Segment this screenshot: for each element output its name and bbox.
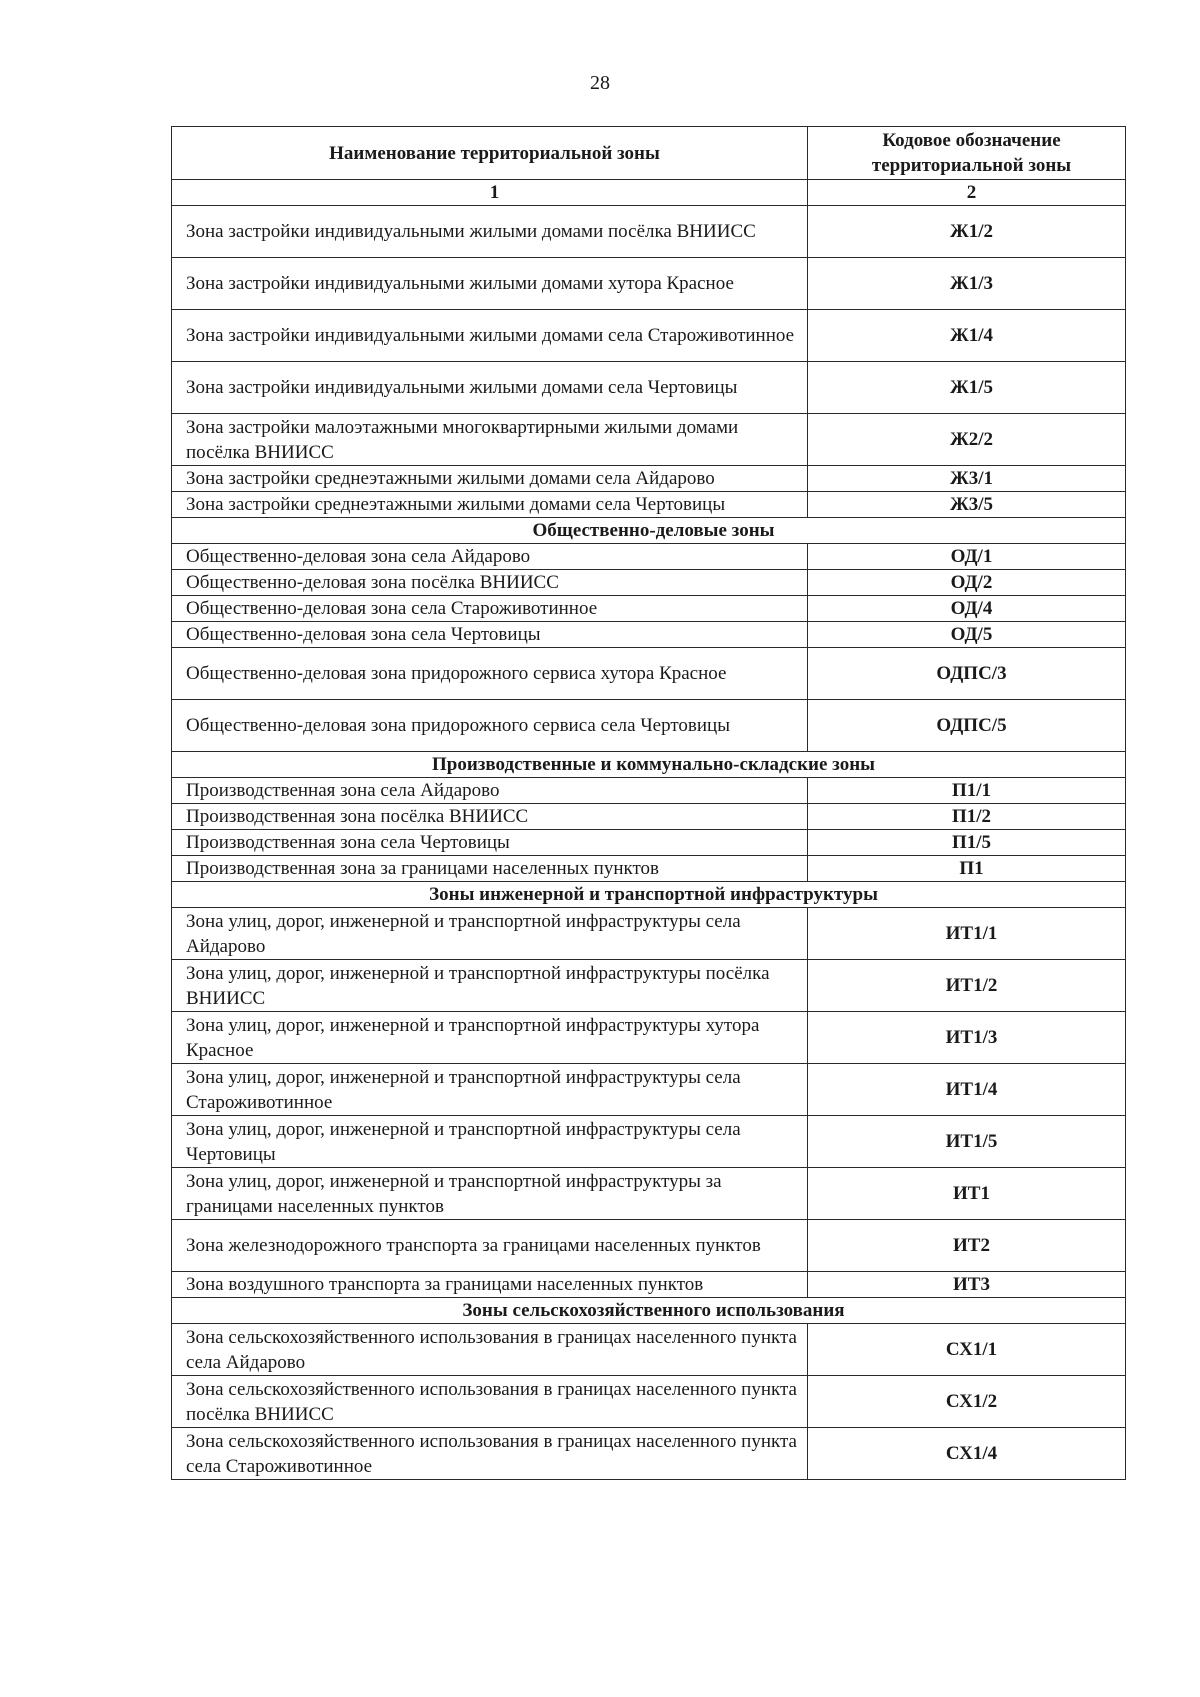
zone-code: ИТ2 (808, 1220, 1126, 1272)
zone-code: СХ1/4 (808, 1428, 1126, 1480)
table-row (172, 1324, 1126, 1376)
table-row (172, 1272, 1126, 1298)
table-row (172, 908, 1126, 960)
zone-name: Зона застройки среднеэтажными жилыми домами села Чертовицы (172, 492, 808, 518)
zone-code: ИТ1 (808, 1168, 1126, 1220)
zone-name: Общественно-деловая зона села Чертовицы (172, 622, 808, 648)
section-row (172, 752, 1126, 778)
table-row (172, 544, 1126, 570)
zone-code: ИТ3 (808, 1272, 1126, 1298)
table-row (172, 1220, 1126, 1272)
zone-name: Зона застройки индивидуальными жилыми домами хутора Красное (172, 258, 808, 310)
zone-name: Зона улиц, дорог, инженерной и транспортной инфраструктуры села Айдарово (172, 908, 808, 960)
zone-name: Зона застройки индивидуальными жилыми домами посёлка ВНИИСС (172, 206, 808, 258)
zone-code: Ж3/1 (808, 466, 1126, 492)
zone-code: Ж3/5 (808, 492, 1126, 518)
section-row (172, 882, 1126, 908)
table-row (172, 700, 1126, 752)
zone-code: ИТ1/3 (808, 1012, 1126, 1064)
zone-name: Зона улиц, дорог, инженерной и транспортной инфраструктуры посёлка ВНИИСС (172, 960, 808, 1012)
zone-name: Производственная зона села Чертовицы (172, 830, 808, 856)
zone-code: Ж1/4 (808, 310, 1126, 362)
zone-code: ОД/5 (808, 622, 1126, 648)
header-zone-code-line2: территориальной зоны (871, 155, 1072, 176)
zone-name: Зона улиц, дорог, инженерной и транспортной инфраструктуры хутора Красное (172, 1012, 808, 1064)
zone-name: Зона улиц, дорог, инженерной и транспортной инфраструктуры села Староживотинное (172, 1064, 808, 1116)
zone-code: ОД/4 (808, 596, 1126, 622)
zone-name: Зона улиц, дорог, инженерной и транспортной инфраструктуры за границами населенных пунктов (172, 1168, 808, 1220)
zone-name: Общественно-деловая зона посёлка ВНИИСС (172, 570, 808, 596)
zone-code: П1 (808, 856, 1126, 882)
section-row (172, 518, 1126, 544)
zone-code: ОДПС/5 (808, 700, 1126, 752)
zone-code: Ж1/2 (808, 206, 1126, 258)
column-numbering-row (172, 180, 1126, 206)
table-row (172, 1376, 1126, 1428)
zone-code: П1/1 (808, 778, 1126, 804)
zone-code: ИТ1/4 (808, 1064, 1126, 1116)
section-title: Зоны инженерной и транспортной инфраструктуры (172, 882, 1126, 908)
zone-code: ИТ1/2 (808, 960, 1126, 1012)
zone-code: ОД/2 (808, 570, 1126, 596)
table-row (172, 1116, 1126, 1168)
table-row (172, 1012, 1126, 1064)
zone-name: Общественно-деловая зона придорожного сервиса хутора Красное (172, 648, 808, 700)
table-row (172, 1428, 1126, 1480)
zone-code: ОДПС/3 (808, 648, 1126, 700)
zone-name: Зона воздушного транспорта за границами населенных пунктов (172, 1272, 808, 1298)
zone-name: Общественно-деловая зона села Айдарово (172, 544, 808, 570)
table-row (172, 492, 1126, 518)
header-zone-name: Наименование территориальной зоны (172, 127, 808, 180)
zone-name: Зона сельскохозяйственного использования в границах населенного пункта посёлка ВНИИСС (172, 1376, 808, 1428)
table-row (172, 1168, 1126, 1220)
table-row (172, 310, 1126, 362)
header-zone-code-line1: Кодовое обозначение (882, 130, 1061, 151)
table-row (172, 778, 1126, 804)
column-number-1: 1 (172, 180, 808, 206)
table-row (172, 206, 1126, 258)
zone-name: Зона сельскохозяйственного использования в границах населенного пункта села Староживотинное (172, 1428, 808, 1480)
zone-code: ИТ1/5 (808, 1116, 1126, 1168)
column-number-2: 2 (808, 180, 1126, 206)
zone-name: Зона сельскохозяйственного использования в границах населенного пункта села Айдарово (172, 1324, 808, 1376)
zone-name: Общественно-деловая зона придорожного сервиса села Чертовицы (172, 700, 808, 752)
table-row (172, 414, 1126, 466)
zone-code: СХ1/1 (808, 1324, 1126, 1376)
table-row (172, 856, 1126, 882)
zone-name: Производственная зона села Айдарово (172, 778, 808, 804)
zone-name: Зона застройки индивидуальными жилыми домами села Чертовицы (172, 362, 808, 414)
table-row (172, 830, 1126, 856)
section-row (172, 1298, 1126, 1324)
zone-code: П1/2 (808, 804, 1126, 830)
zone-name: Производственная зона за границами населенных пунктов (172, 856, 808, 882)
table-row (172, 362, 1126, 414)
header-zone-code (808, 127, 1126, 180)
zone-name: Зона застройки индивидуальными жилыми домами села Староживотинное (172, 310, 808, 362)
zones-table (171, 126, 1126, 1480)
zone-code: П1/5 (808, 830, 1126, 856)
zone-code: Ж2/2 (808, 414, 1126, 466)
table-header-row (172, 127, 1126, 180)
table-row (172, 258, 1126, 310)
zone-code: ИТ1/1 (808, 908, 1126, 960)
table-row (172, 622, 1126, 648)
section-title: Производственные и коммунально-складские зоны (172, 752, 1126, 778)
table-row (172, 570, 1126, 596)
zone-name: Зона застройки среднеэтажными жилыми домами села Айдарово (172, 466, 808, 492)
zone-name: Зона застройки малоэтажными многоквартирными жилыми домами посёлка ВНИИСС (172, 414, 808, 466)
zone-code: Ж1/3 (808, 258, 1126, 310)
zone-code: СХ1/2 (808, 1376, 1126, 1428)
section-title: Общественно-деловые зоны (172, 518, 1126, 544)
zone-name: Общественно-деловая зона села Староживотинное (172, 596, 808, 622)
zone-code: Ж1/5 (808, 362, 1126, 414)
table-row (172, 648, 1126, 700)
zone-code: ОД/1 (808, 544, 1126, 570)
table-row (172, 466, 1126, 492)
table-row (172, 596, 1126, 622)
table-row (172, 960, 1126, 1012)
zone-name: Производственная зона посёлка ВНИИСС (172, 804, 808, 830)
section-title: Зоны сельскохозяйственного использования (172, 1298, 1126, 1324)
table-row (172, 1064, 1126, 1116)
page-number: 28 (590, 72, 610, 94)
zone-name: Зона железнодорожного транспорта за границами населенных пунктов (172, 1220, 808, 1272)
table-row (172, 804, 1126, 830)
zone-name: Зона улиц, дорог, инженерной и транспортной инфраструктуры села Чертовицы (172, 1116, 808, 1168)
